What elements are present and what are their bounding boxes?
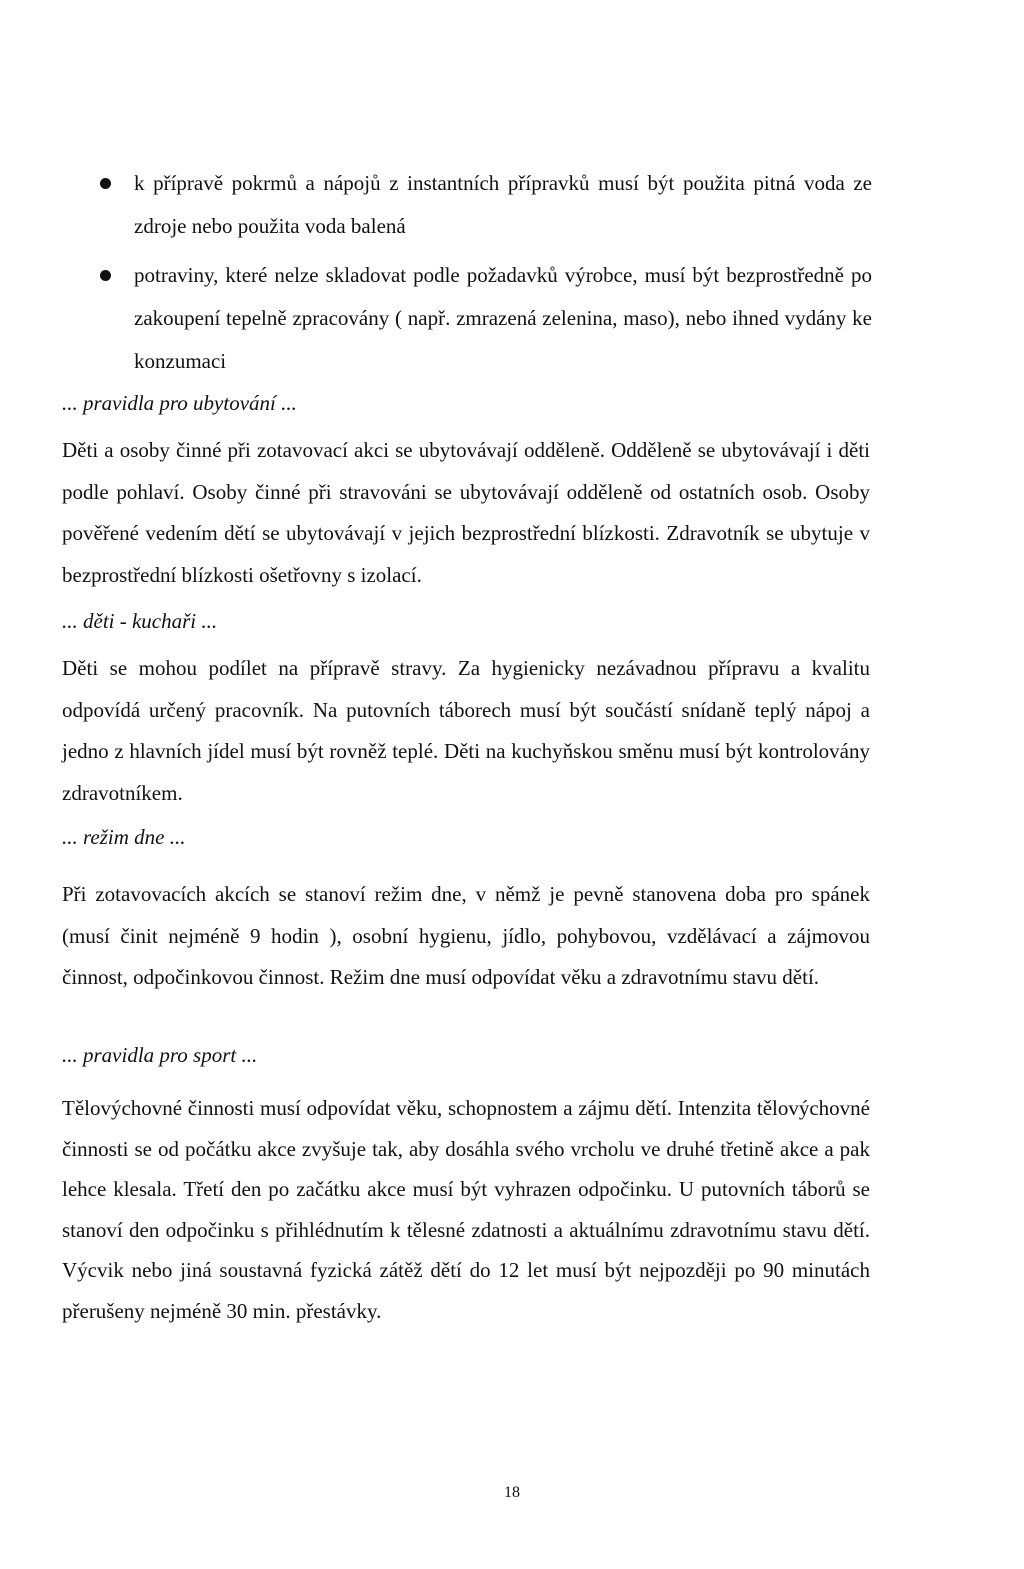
section-paragraph: Děti a osoby činné při zotavovací akci se ubytovávají odděleně. Odděleně se ubytovávají i děti podle pohlaví. Osoby činné při stravováni se ubytovávají odděleně od ostatních osob. Osoby pověřené vedením dětí se ubytovávají v jejich bezprostřední blízkosti. Zdravotník se ubytuje v bezprostřední blízkosti ošetřovny s izolací. [62, 438, 870, 587]
section-ubytovani [62, 388, 870, 596]
list-item-text: potraviny, které nelze skladovat podle požadavků výrobce, musí být bezprostředně po zakoupení tepelně zpracovány ( např. zmrazená zelenina, maso), nebo ihned vydány ke konzumaci [134, 263, 872, 373]
section-deti-kuchari [62, 606, 870, 814]
page-number: 18 [504, 1484, 520, 1501]
list-item-text: k přípravě pokrmů a nápojů z instantních přípravků musí být použita pitná voda ze zdroje nebo použita voda balená [134, 171, 872, 238]
section-paragraph: Děti se mohou podílet na přípravě stravy. Za hygienicky nezávadnou přípravu a kvalitu odpovídá určený pracovník. Na putovních táborech musí být součástí snídaně teplý nápoj a jedno z hlavních jídel musí být rovněž teplé. Děti na kuchyňskou směnu musí být kontrolovány zdravotníkem. [62, 656, 870, 805]
section-paragraph: Při zotavovacích akcích se stanoví režim dne, v němž je pevně stanovena doba pro spánek (musí činit nejméně 9 hodin ), osobní hygienu, jídlo, pohybovou, vzdělávací a zájmovou činnost, odpočinkovou činnost. Režim dne musí odpovídat věku a zdravotnímu stavu dětí. [62, 882, 870, 989]
section-heading: ... pravidla pro sport ... [62, 1043, 258, 1067]
bullet-list [62, 162, 872, 389]
list-item [62, 254, 872, 383]
section-heading: ... děti - kuchaři ... [62, 609, 218, 633]
list-item [62, 162, 872, 248]
section-sport [62, 1040, 870, 1331]
bullet-icon [100, 178, 111, 189]
section-heading: ... režim dne ... [62, 825, 186, 849]
section-paragraph: Tělovýchovné činnosti musí odpovídat věku, schopnostem a zájmu dětí. Intenzita tělovýchovné činnosti se od počátku akce zvyšuje tak, aby dosáhla svého vrcholu ve druhé třetině akce a pak lehce klesala. Třetí den po začátku akce musí být vyhrazen odpočinku. U putovních táborů se stanoví den odpočinku s přihlédnutím k tělesné zdatnosti a aktuálnímu zdravotnímu stavu dětí. Výcvik nebo jiná soustavná fyzická zátěž dětí do 12 let musí být nejpozději po 90 minutách přerušeny nejméně 30 min. přestávky. [62, 1096, 870, 1323]
section-rezim-dne [62, 822, 870, 999]
section-heading: ... pravidla pro ubytování ... [62, 391, 297, 415]
bullet-icon [100, 270, 111, 281]
